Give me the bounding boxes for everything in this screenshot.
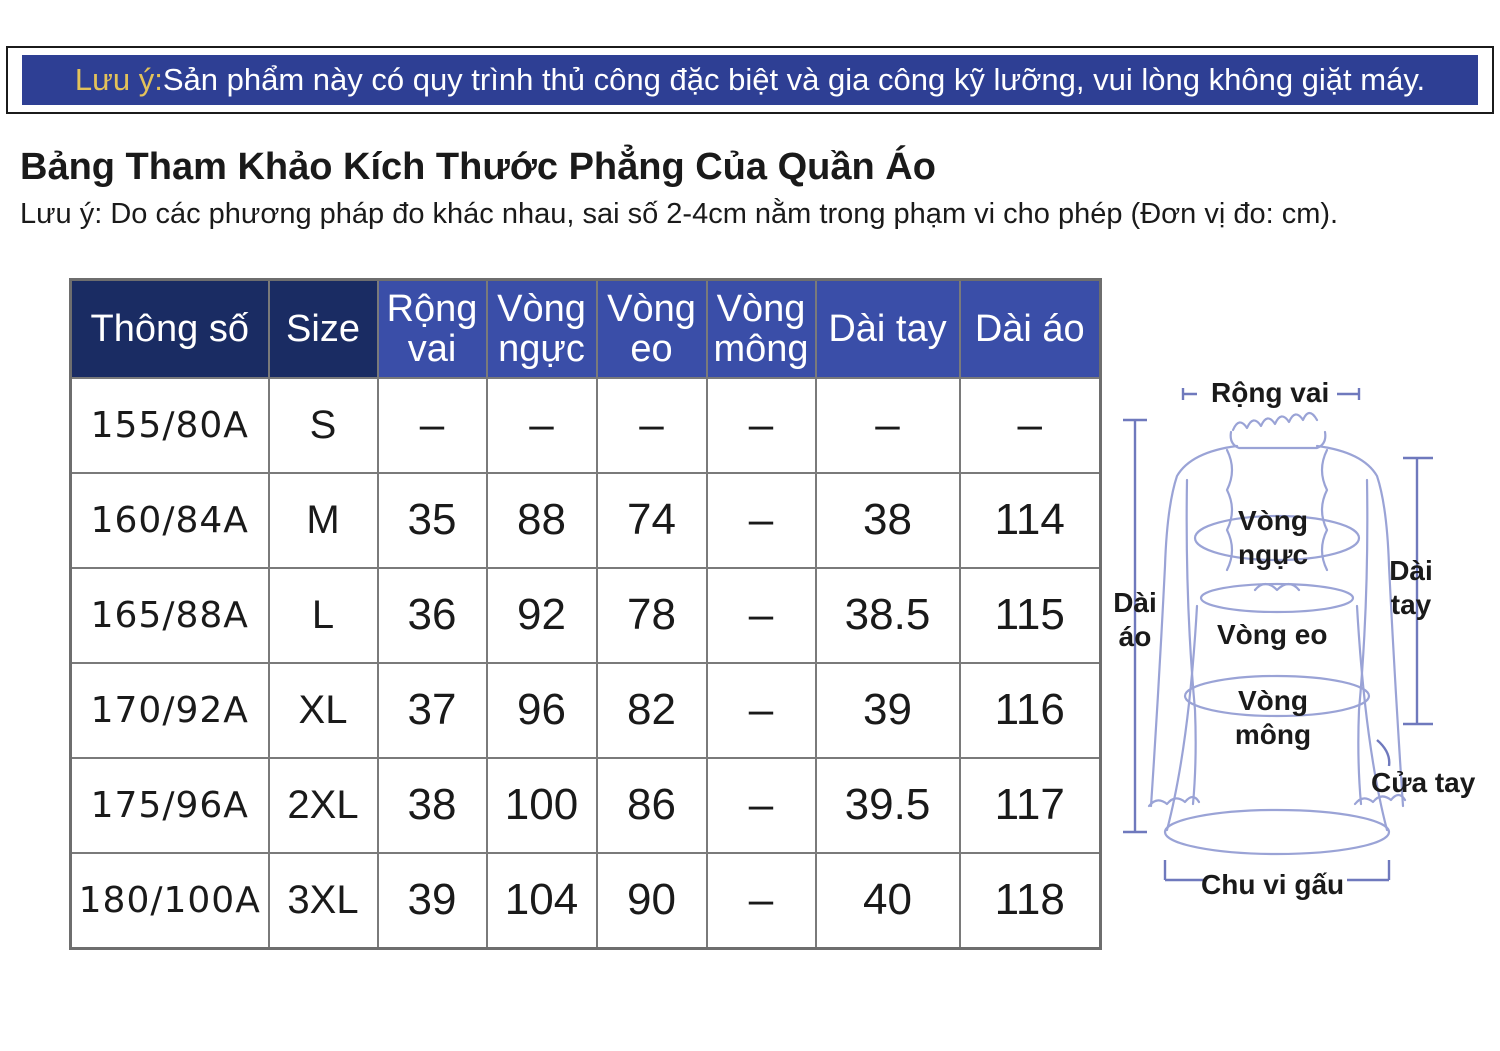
cell-hip: – [707, 853, 816, 949]
cell-hip: – [707, 473, 816, 568]
cell-waist: 74 [597, 473, 707, 568]
cell-spec: 175/96A [71, 758, 269, 853]
table-row [71, 663, 1101, 758]
cell-shoulder: – [378, 378, 487, 473]
cell-shoulder: 37 [378, 663, 487, 758]
cell-spec: 170/92A [71, 663, 269, 758]
header-shoulder: Rộng vai [378, 280, 487, 379]
cell-sleeve: 38.5 [816, 568, 960, 663]
cell-size: S [269, 378, 378, 473]
cell-spec: 155/80A [71, 378, 269, 473]
label-shoulder: Rộng vai [1211, 377, 1330, 408]
label-length: Dài áo [1113, 587, 1157, 652]
cell-chest: 100 [487, 758, 597, 853]
cell-length: 115 [960, 568, 1101, 663]
cell-length: 114 [960, 473, 1101, 568]
cell-waist: 78 [597, 568, 707, 663]
cell-size: L [269, 568, 378, 663]
cell-chest: – [487, 378, 597, 473]
header-sleeve: Dài tay [816, 280, 960, 379]
size-table [69, 278, 1102, 950]
cell-hip: – [707, 378, 816, 473]
label-hem: Chu vi gấu [1201, 869, 1345, 900]
cell-sleeve: – [816, 378, 960, 473]
label-hip: Vòng mông [1234, 685, 1312, 750]
cell-spec: 160/84A [71, 473, 269, 568]
cell-waist: 86 [597, 758, 707, 853]
label-cuff: Cửa tay [1371, 767, 1476, 798]
header-chest: Vòng ngực [487, 280, 597, 379]
cell-size: XL [269, 663, 378, 758]
cell-chest: 88 [487, 473, 597, 568]
cell-sleeve: 39 [816, 663, 960, 758]
cell-waist: – [597, 378, 707, 473]
page-subtitle: Lưu ý: Do các phương pháp đo khác nhau, sai số 2-4cm nằm trong phạm vi cho phép (Đơn vị đo: cm). [20, 198, 1339, 230]
cell-hip: – [707, 758, 816, 853]
cell-shoulder: 38 [378, 758, 487, 853]
table-row [71, 568, 1101, 663]
notice-text: Sản phẩm này có quy trình thủ công đặc biệt và gia công kỹ lưỡng, vui lòng không giặt máy. [162, 62, 1426, 97]
cell-hip: – [707, 663, 816, 758]
cell-size: M [269, 473, 378, 568]
cell-shoulder: 39 [378, 853, 487, 949]
label-sleeve: Dài tay [1389, 555, 1433, 620]
cell-waist: 82 [597, 663, 707, 758]
cell-chest: 92 [487, 568, 597, 663]
notice-frame [6, 46, 1494, 114]
label-waist: Vòng eo [1217, 619, 1328, 650]
header-hip: Vòng mông [707, 280, 816, 379]
table-header-row [71, 280, 1101, 379]
table-row [71, 758, 1101, 853]
cell-chest: 104 [487, 853, 597, 949]
cell-length: – [960, 378, 1101, 473]
cell-sleeve: 38 [816, 473, 960, 568]
cell-spec: 165/88A [71, 568, 269, 663]
notice-banner [22, 55, 1478, 105]
table-row [71, 473, 1101, 568]
cell-sleeve: 39.5 [816, 758, 960, 853]
label-chest: Vòng ngực [1237, 505, 1309, 570]
notice-label: Lưu ý: [74, 62, 163, 97]
header-waist: Vòng eo [597, 280, 707, 379]
cell-waist: 90 [597, 853, 707, 949]
header-length: Dài áo [960, 280, 1101, 379]
cell-size: 2XL [269, 758, 378, 853]
cell-sleeve: 40 [816, 853, 960, 949]
cell-length: 118 [960, 853, 1101, 949]
cell-hip: – [707, 568, 816, 663]
header-spec: Thông số [71, 280, 269, 379]
header-size: Size [269, 280, 378, 379]
cell-shoulder: 35 [378, 473, 487, 568]
cell-spec: 180/100A [71, 853, 269, 949]
cell-size: 3XL [269, 853, 378, 949]
table-row [71, 853, 1101, 949]
page-title: Bảng Tham Khảo Kích Thước Phẳng Của Quần Áo [20, 146, 936, 188]
table-row [71, 378, 1101, 473]
cell-chest: 96 [487, 663, 597, 758]
cell-length: 117 [960, 758, 1101, 853]
garment-diagram [1105, 370, 1495, 910]
cell-shoulder: 36 [378, 568, 487, 663]
cell-length: 116 [960, 663, 1101, 758]
